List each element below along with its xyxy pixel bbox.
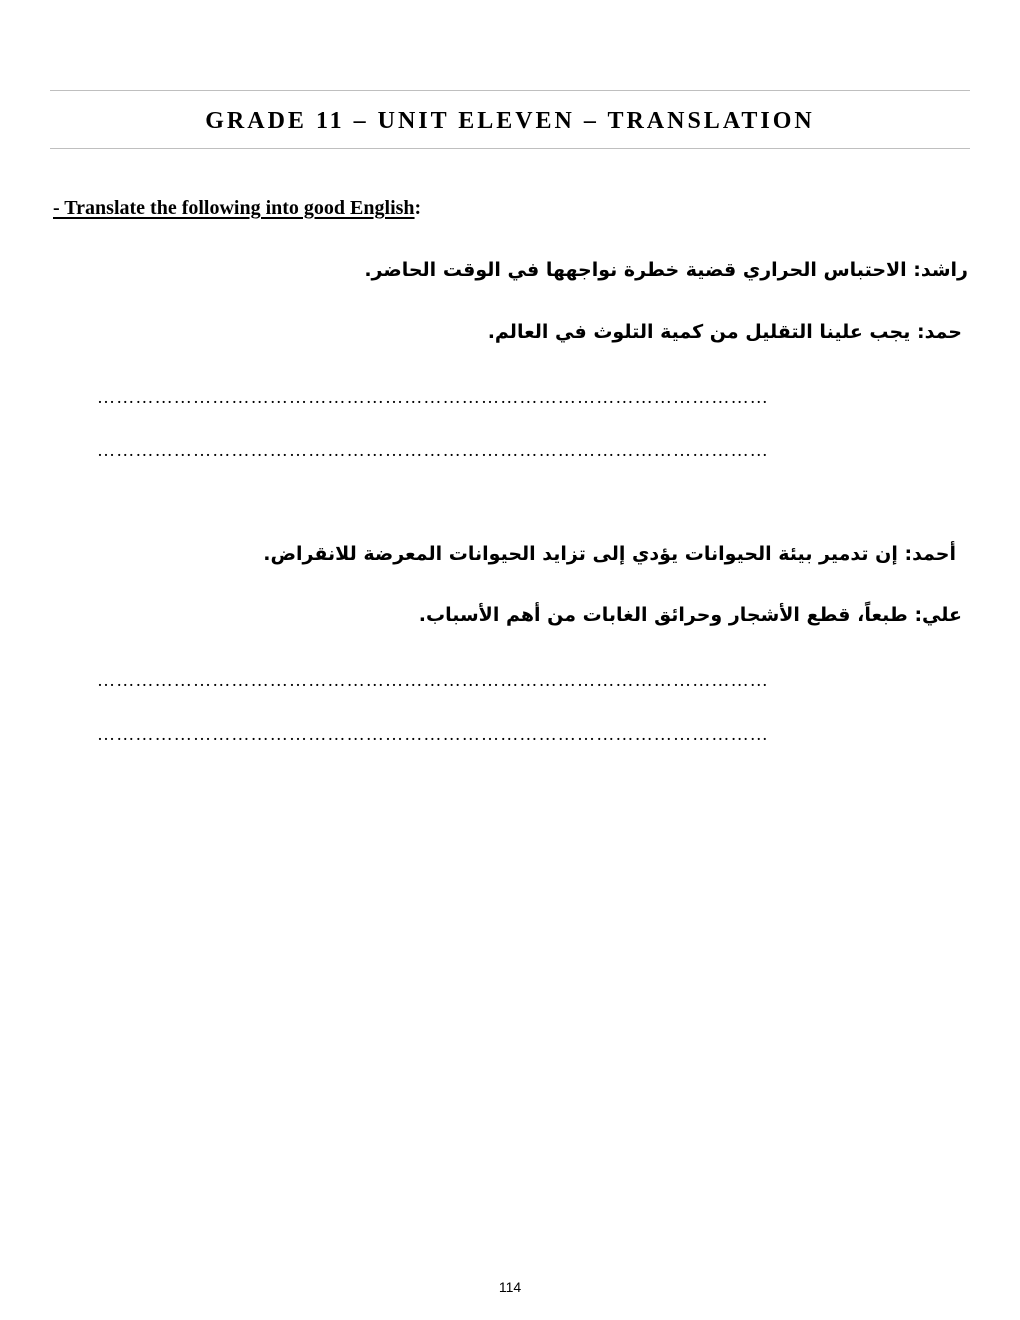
arabic-sentence-rashid: راشد: الاحتباس الحراري قضية خطرة نواجهها في الوقت الحاضر. [364, 259, 968, 281]
answer-line-3: …………………………………………………………………………………………… [97, 670, 769, 690]
page-title: GRADE 11 – UNIT ELEVEN – TRANSLATION [205, 108, 815, 134]
page-number: 114 [498, 1279, 522, 1295]
arabic-sentence-ali: علي: طبعاً، قطع الأشجار وحرائق الغابات من أهم الأسباب. [418, 604, 962, 626]
arabic-sentence-ahmad: أحمد: إن تدمير بيئة الحيوانات يؤدي إلى تزايد الحيوانات المعرضة للانقراض. [263, 543, 956, 565]
answer-line-2: …………………………………………………………………………………………… [97, 440, 769, 460]
instruction [53, 194, 421, 222]
arabic-sentence-hamad: حمد: يجب علينا التقليل من كمية التلوث في العالم. [487, 321, 962, 343]
header-rule-top [50, 90, 970, 91]
instruction-colon: : [414, 197, 422, 219]
answer-line-1: …………………………………………………………………………………………… [97, 387, 769, 407]
header-rule-bottom [50, 148, 970, 149]
instruction-text: - Translate the following into good English [53, 197, 415, 219]
answer-line-4: …………………………………………………………………………………………… [97, 724, 769, 744]
